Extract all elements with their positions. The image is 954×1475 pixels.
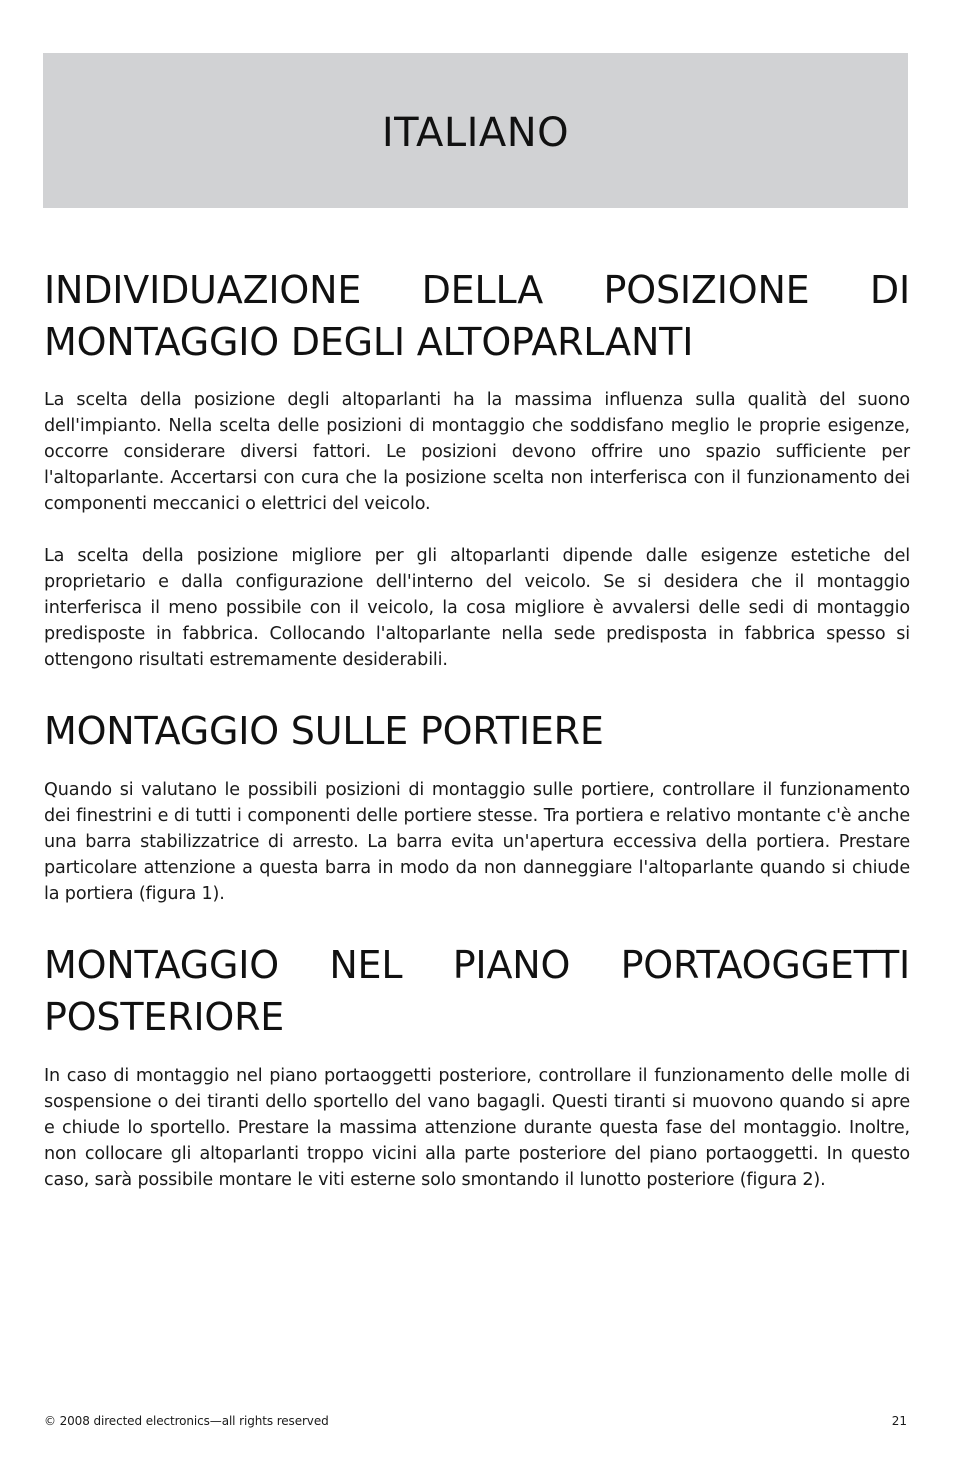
section-door-mounting <box>44 705 910 757</box>
page-number: 21 <box>891 1414 907 1428</box>
paragraph: In caso di montaggio nel piano portaoggetti posteriore, controllare il funzionamento delle molle di sospensione o dei tiranti dello sportello del vano bagagli. Questi tiranti si muovono quando si apre e chiude lo sportello. Prestare la massima attenzione durante questa fase del montaggio. Inoltre, non collocare gli altoparlanti troppo vicini alla parte posteriore del piano portaoggetti. In questo caso, sarà possibile montare le viti esterne solo smontando il lunotto posteriore (figura 2). <box>44 1066 910 1190</box>
section-rear-deck-mounting <box>44 939 910 1043</box>
section-rear-deck-mounting-body <box>44 1063 910 1193</box>
paragraph: Quando si valutano le possibili posizioni di montaggio sulle portiere, controllare il funzionamento dei finestrini e di tutti i componenti delle portiere stesse. Tra portiera e relativo montante c'è anche una barra stabilizzatrice di arresto. La barra evita un'apertura eccessiva della portiera. Prestare particolare attenzione a questa barra in modo da non danneggiare l'altoparlante quando si chiude la portiera (figura 1). <box>44 780 910 904</box>
section-speaker-location-body <box>44 387 910 517</box>
section-speaker-location <box>44 264 910 368</box>
paragraph: La scelta della posizione degli altoparlanti ha la massima influenza sulla qualità del suono dell'impianto. Nella scelta delle posizioni di montaggio che soddisfano meglio le proprie esigenze, occorre considerare diversi fattori. Le posizioni devono offrire uno spazio sufficiente per l'altoparlante. Accertarsi con cura che la posizione scelta non interferisca con il funzionamento dei componenti meccanici o elettrici del veicolo. <box>44 390 910 514</box>
section-speaker-location-body-2 <box>44 543 910 673</box>
copyright-notice: © 2008 directed electronics—all rights reserved <box>44 1414 329 1428</box>
language-title: ITALIANO <box>381 109 570 156</box>
section-heading: INDIVIDUAZIONE DELLA POSIZIONE DI MONTAGGIO DEGLI ALTOPARLANTI <box>44 268 910 364</box>
paragraph: La scelta della posizione migliore per gli altoparlanti dipende dalle esigenze estetiche del proprietario e dalla configurazione dell'interno del veicolo. Se si desidera che il montaggio interferisca il meno possibile con il veicolo, la cosa migliore è avvalersi delle sedi di montaggio predisposte in fabbrica. Collocando l'altoparlante nella sede predisposta in fabbrica spesso si ottengono risultati estremamente desiderabili. <box>44 546 910 670</box>
section-door-mounting-body <box>44 777 910 907</box>
section-heading: MONTAGGIO NEL PIANO PORTAOGGETTI POSTERIORE <box>44 943 910 1039</box>
section-heading: MONTAGGIO SULLE PORTIERE <box>44 709 604 753</box>
language-banner <box>43 53 908 208</box>
